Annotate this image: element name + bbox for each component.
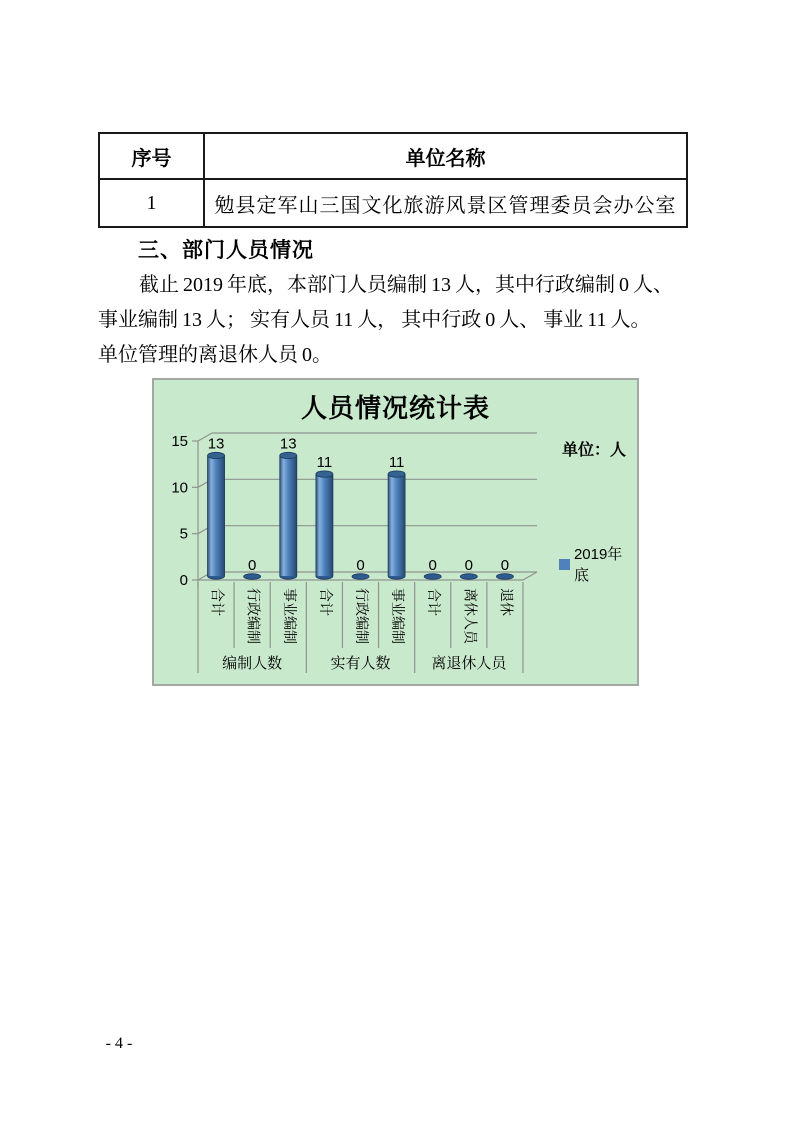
legend-swatch-icon — [559, 559, 570, 570]
table-header-unit-name: 单位名称 — [204, 133, 687, 179]
bar-value-label: 11 — [388, 454, 405, 472]
table-row — [99, 179, 687, 227]
category-label: 合计 — [208, 588, 224, 616]
paragraph-line-2: 事业编制 13 人； 实有人员 11 人， 其中行政 0 人、 事业 11 人。 — [98, 309, 651, 331]
bar-cylinder-flat — [460, 574, 477, 580]
category-label: 合计 — [316, 588, 332, 616]
bar-cylinder-body — [388, 474, 405, 576]
units-table — [98, 132, 688, 228]
y-tick-label: 5 — [179, 525, 188, 543]
chart-plot-area — [154, 380, 639, 686]
category-label: 行政编制 — [244, 588, 260, 644]
paragraph — [98, 268, 690, 373]
y-tick-label: 15 — [171, 433, 188, 450]
table-header-row — [99, 133, 687, 179]
bar-cylinder-flat — [352, 574, 369, 580]
bar-cylinder-top — [316, 471, 333, 477]
bar-value-label: 0 — [428, 557, 437, 574]
bar-cylinder-flat — [244, 574, 261, 580]
table-header-serial: 序号 — [99, 133, 204, 179]
bar-value-label: 11 — [316, 454, 333, 472]
category-label: 合计 — [425, 588, 441, 616]
category-label: 行政编制 — [353, 588, 368, 644]
bar-cylinder-top — [208, 452, 225, 458]
category-label: 退休 — [497, 588, 513, 616]
cell-serial-number: 1 — [99, 179, 204, 227]
bar-value-label: 13 — [279, 435, 297, 453]
bar-value-label: 0 — [500, 557, 510, 574]
bar-value-label: 0 — [464, 557, 474, 574]
chart-legend — [559, 543, 637, 585]
cell-unit-name: 勉县定军山三国文化旅游风景区管理委员会办公室 — [204, 179, 687, 227]
legend-label: 2019年底 — [573, 546, 623, 584]
bar-cylinder-top — [280, 452, 297, 458]
bar-cylinder-body — [316, 474, 333, 576]
group-label: 编制人数 — [222, 656, 283, 672]
y-tick-label: 0 — [179, 572, 188, 589]
paragraph-line-3: 单位管理的离退休人员 0。 — [98, 344, 332, 366]
bar-cylinder-body — [280, 456, 297, 576]
bar-value-label: 0 — [247, 557, 257, 574]
group-label: 离退休人员 — [431, 656, 507, 672]
bar-value-label: 0 — [356, 557, 365, 574]
bar-cylinder-body — [208, 456, 225, 576]
chart-unit-label: 单位：人 — [561, 442, 626, 459]
category-label: 事业编制 — [389, 588, 405, 644]
paragraph-line-1: 截止 2019 年底，本部门人员编制 13 人，其中行政编制 0 人、 — [139, 274, 673, 296]
y-tick-label: 10 — [171, 479, 188, 497]
floor-right-edge — [523, 572, 537, 580]
bar-cylinder-flat — [424, 574, 441, 580]
bar-cylinder-top — [388, 471, 405, 477]
category-label: 离休人员 — [461, 588, 477, 644]
chart-title: 人员情况统计表 — [300, 394, 490, 423]
group-label: 实有人数 — [330, 656, 391, 672]
bar-cylinder-flat — [496, 574, 513, 580]
category-label: 事业编制 — [280, 588, 296, 644]
bar-value-label: 13 — [207, 435, 225, 453]
page-number: - 4 - — [105, 1035, 133, 1052]
chart-frame — [152, 378, 639, 686]
section-heading: 三、部门人员情况 — [138, 239, 314, 262]
